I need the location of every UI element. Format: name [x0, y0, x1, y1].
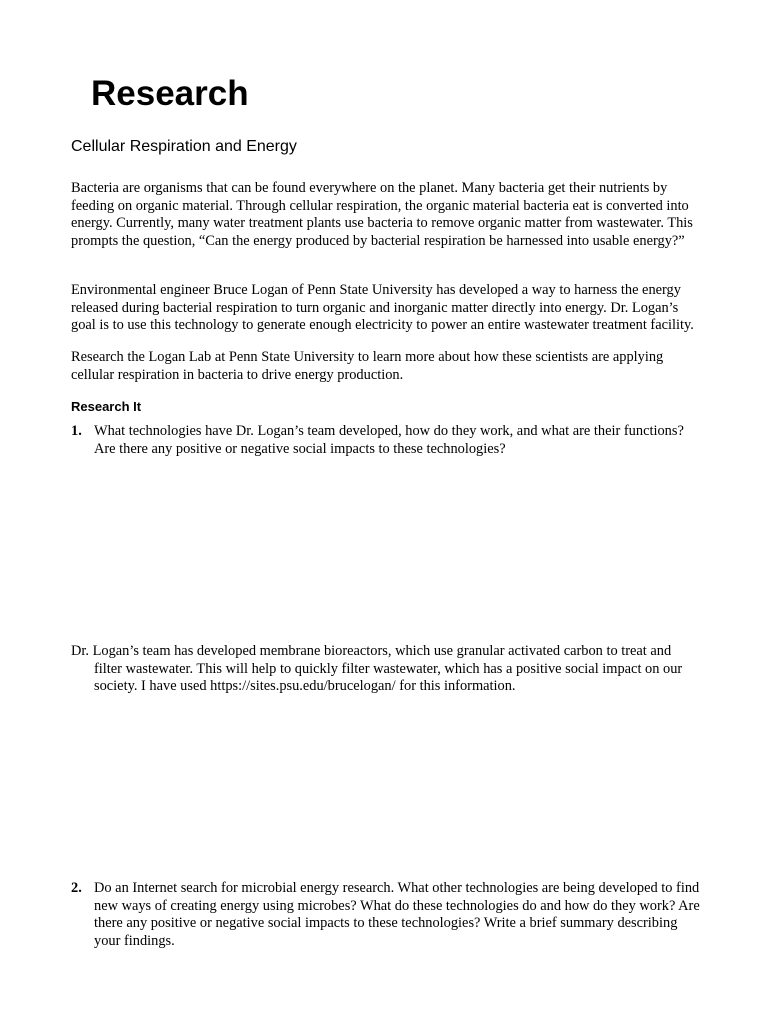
- question-2: [71, 880, 701, 950]
- logan-paragraph: Environmental engineer Bruce Logan of Penn State University has developed a way to harness the energy released during bacterial respiration to turn organic and inorganic matter directly into energy. Dr. Logan’s goal is to use this technology to generate enough electricity to power an entire wastewater treatment facility.: [71, 282, 694, 333]
- answer-1[interactable]: Dr. Logan’s team has developed membrane bioreactors, which use granular activated carbon to treat and filter wastewater. This will help to quickly filter wastewater, which has a positive social impact on our society. I have used https://sites.psu.edu/brucelogan/ for this information.: [71, 643, 683, 694]
- page-title: Research: [91, 74, 249, 113]
- research-instruction-paragraph: Research the Logan Lab at Penn State University to learn more about how these scientists are applying cellular respiration in bacteria to drive energy production.: [71, 349, 664, 383]
- section-heading-research-it: Research It: [71, 399, 142, 414]
- question-text: What technologies have Dr. Logan’s team developed, how do they work, and what are their functions? Are there any positive or negative social impacts to these technologies?: [94, 423, 684, 457]
- question-number: 1.: [71, 423, 82, 439]
- question-1: [71, 423, 701, 458]
- question-text: Do an Internet search for microbial energy research. What other technologies are being developed to find new ways of creating energy using microbes? What do these technologies do and how do they work? Are there any positive or negative social impacts to these technologies? Write a brief summary describing your findings.: [94, 880, 700, 949]
- question-number: 2.: [71, 880, 82, 896]
- page-subtitle: Cellular Respiration and Energy: [71, 138, 297, 155]
- intro-paragraph: Bacteria are organisms that can be found everywhere on the planet. Many bacteria get their nutrients by feeding on organic material. Through cellular respiration, the organic material bacteria eat is converted into energy. Currently, many water treatment plants use bacteria to remove organic matter from wastewater. This prompts the question, “Can the energy produced by bacterial respiration be harnessed into usable energy?”: [71, 180, 693, 249]
